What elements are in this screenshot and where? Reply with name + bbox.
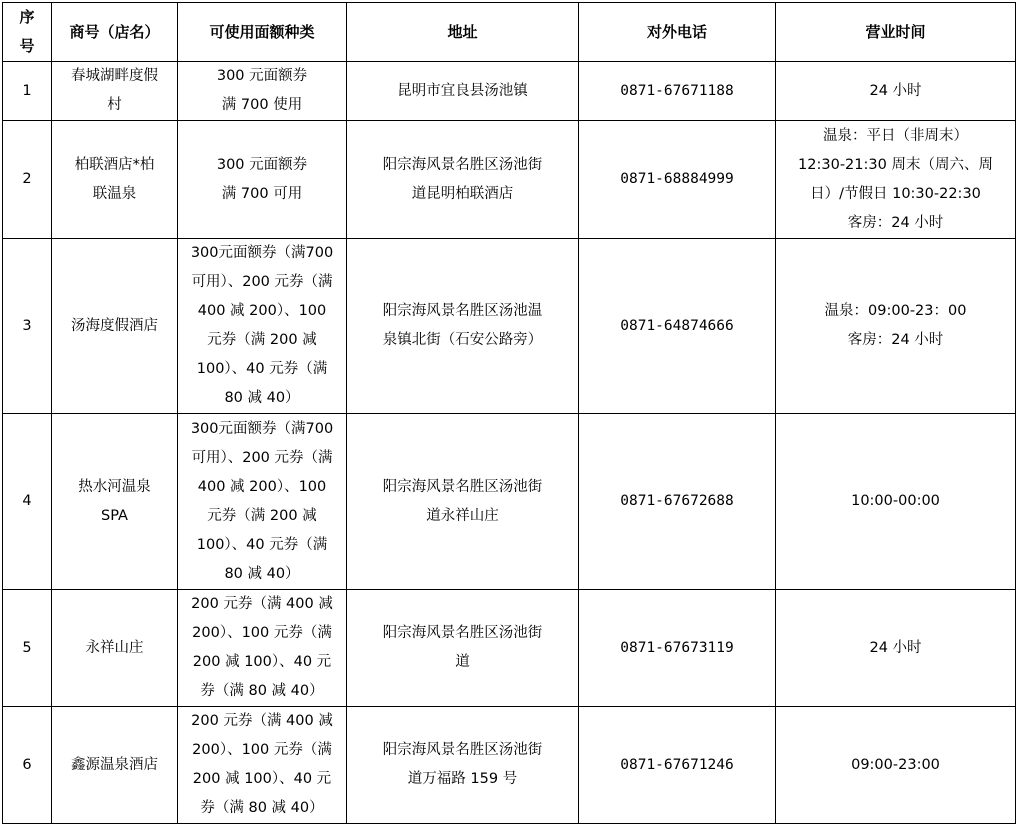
header-name: 商号（店名）	[52, 3, 178, 62]
cell-hours	[776, 121, 1016, 239]
cell-hours	[776, 590, 1016, 707]
address-line: 道昆明柏联酒店	[411, 185, 514, 202]
header-seq-line2: 号	[19, 37, 35, 55]
voucher-line: 300 元面额券	[216, 68, 308, 84]
cell-address	[347, 590, 579, 707]
cell-hours	[776, 62, 1016, 121]
cell-phone: 0871-68884999	[579, 121, 776, 239]
hours-line: 10:00-00:00	[851, 493, 940, 509]
cell-seq: 5	[3, 590, 52, 707]
header-seq-line1: 序	[19, 8, 35, 26]
cell-phone: 0871-67671188	[579, 62, 776, 121]
cell-name	[52, 62, 178, 121]
header-row	[3, 3, 1016, 62]
voucher-line: 200 减 100）、40 元	[192, 771, 332, 787]
table-row	[3, 414, 1016, 590]
hours-line: 09:00-23:00	[851, 756, 940, 773]
cell-voucher	[178, 707, 347, 824]
name-line: 村	[107, 97, 122, 113]
address-line: 阳宗海风景名胜区汤池街	[382, 478, 543, 495]
table-row	[3, 590, 1016, 707]
hours-line: 24 小时	[869, 82, 922, 99]
cell-phone: 0871-67672688	[579, 414, 776, 590]
cell-phone: 0871-67671246	[579, 707, 776, 824]
header-phone: 对外电话	[579, 3, 776, 62]
cell-seq: 3	[3, 239, 52, 414]
voucher-line: 200 元券（满 400 减	[191, 713, 333, 729]
voucher-line: 200 减 100）、40 元	[192, 654, 332, 670]
voucher-line: 满 700 使用	[221, 97, 303, 113]
cell-address	[347, 62, 579, 121]
cell-address	[347, 707, 579, 824]
cell-hours	[776, 707, 1016, 824]
name-line: SPA	[101, 507, 128, 524]
table-row	[3, 62, 1016, 121]
cell-seq: 2	[3, 121, 52, 239]
header-voucher: 可使用面额种类	[178, 3, 347, 62]
cell-hours	[776, 239, 1016, 414]
address-line: 阳宗海风景名胜区汤池温	[382, 303, 543, 319]
voucher-line: 100）、40 元券（满	[196, 536, 328, 553]
table-row	[3, 121, 1016, 239]
voucher-line: 元券（满 200 减	[207, 507, 317, 524]
voucher-line: 券（满 80 减 40）	[200, 683, 324, 699]
address-line: 阳宗海风景名胜区汤池街	[382, 625, 543, 641]
name-line: 鑫源温泉酒店	[71, 756, 158, 773]
cell-name	[52, 239, 178, 414]
hours-line: 客房：24 小时	[847, 332, 944, 348]
address-line: 道	[455, 654, 470, 670]
address-line: 昆明市宜良县汤池镇	[397, 82, 528, 99]
hours-line: 温泉：09:00-23：00	[824, 303, 967, 319]
hours-line: 日）/节假日 10:30-22:30	[810, 185, 981, 202]
address-line: 阳宗海风景名胜区汤池街	[382, 156, 543, 173]
name-line: 汤海度假酒店	[71, 317, 158, 334]
table-row	[3, 707, 1016, 824]
voucher-line: 券（满 80 减 40）	[200, 800, 324, 816]
voucher-line: 300元面额券（满700	[190, 245, 334, 261]
header-hours: 营业时间	[776, 3, 1016, 62]
header-address: 地址	[347, 3, 579, 62]
hours-line: 温泉：平日（非周末）	[823, 127, 968, 144]
cell-phone: 0871-67673119	[579, 590, 776, 707]
cell-voucher	[178, 62, 347, 121]
cell-voucher	[178, 414, 347, 590]
cell-seq: 4	[3, 414, 52, 590]
hours-line: 12:30-21:30 周末（周六、周	[798, 156, 993, 173]
voucher-line: 元券（满 200 减	[207, 332, 317, 348]
voucher-line: 200）、100 元券（满	[192, 742, 332, 758]
voucher-line: 300 元面额券	[216, 156, 308, 173]
cell-name	[52, 590, 178, 707]
voucher-line: 400 减 200）、100	[197, 303, 327, 319]
name-line: 春城湖畔度假	[71, 68, 158, 84]
voucher-line: 300元面额券（满700	[190, 420, 334, 437]
hours-line: 24 小时	[869, 639, 922, 656]
cell-name	[52, 121, 178, 239]
cell-address	[347, 414, 579, 590]
address-line: 道万福路 159 号	[407, 771, 518, 787]
cell-address	[347, 239, 579, 414]
cell-voucher	[178, 590, 347, 707]
name-line: 联温泉	[92, 185, 137, 202]
voucher-line: 400 减 200）、100	[197, 478, 327, 495]
merchant-table	[2, 2, 1016, 824]
cell-seq: 6	[3, 707, 52, 824]
voucher-line: 200 元券（满 400 减	[191, 596, 333, 612]
voucher-line: 80 减 40）	[224, 565, 300, 582]
name-line: 热水河温泉	[78, 478, 151, 495]
header-seq	[3, 3, 52, 62]
hours-line: 客房：24 小时	[847, 214, 944, 231]
voucher-line: 200）、100 元券（满	[192, 625, 332, 641]
voucher-line: 可用）、200 元券（满	[191, 274, 333, 290]
cell-seq: 1	[3, 62, 52, 121]
address-line: 阳宗海风景名胜区汤池街	[382, 742, 543, 758]
table-row	[3, 239, 1016, 414]
cell-name	[52, 414, 178, 590]
cell-phone: 0871-64874666	[579, 239, 776, 414]
cell-voucher	[178, 239, 347, 414]
voucher-line: 100）、40 元券（满	[196, 361, 328, 377]
name-line: 柏联酒店*柏	[74, 156, 155, 173]
cell-address	[347, 121, 579, 239]
address-line: 道永祥山庄	[426, 507, 499, 524]
cell-hours	[776, 414, 1016, 590]
cell-name	[52, 707, 178, 824]
voucher-line: 满 700 可用	[221, 185, 303, 202]
cell-voucher	[178, 121, 347, 239]
voucher-line: 可用）、200 元券（满	[191, 449, 333, 466]
name-line: 永祥山庄	[85, 639, 144, 656]
address-line: 泉镇北街（石安公路旁）	[382, 332, 543, 348]
voucher-line: 80 减 40）	[224, 390, 300, 406]
